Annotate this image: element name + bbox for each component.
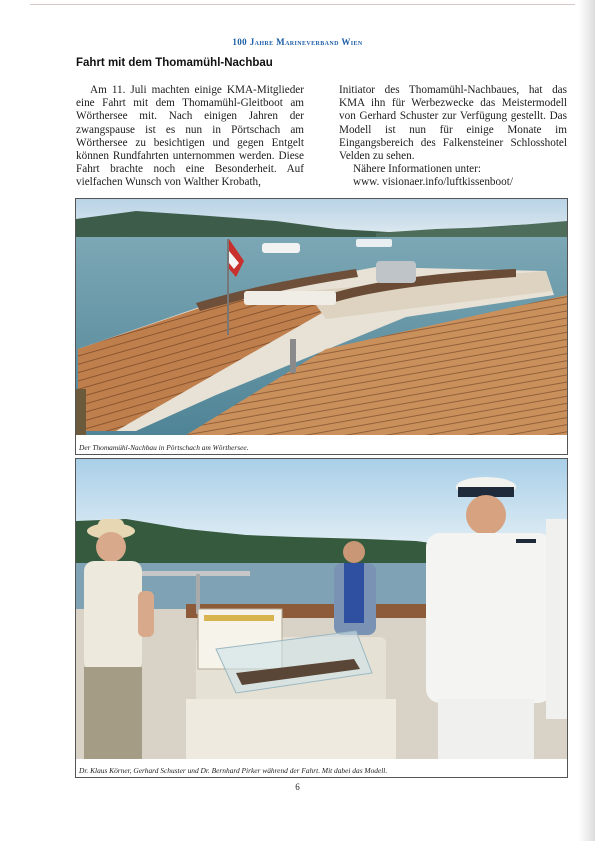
article-title: Fahrt mit dem Thomamühl-Nachbau	[76, 57, 273, 69]
more-info-label: Nähere Informationen unter:	[353, 163, 481, 176]
article-paragraph-1-continued: Initiator des Thomamühl-Nachbaues, hat das KMA ihn für Werbezwecke das Meistermodell von Gerhard Schuster zur Verfügung gestellt. Das Modell ist nun für einige Monate im Eingangsbereich des Falkensteiner Schlosshotel Velden zu sehen.	[339, 84, 567, 163]
article-paragraph-1: Am 11. Juli machten einige KMA-Mitglieder eine Fahrt mit dem Thomamühl-Gleitboot am Wörthersee mit. Nach einigen Jahren der zwangspause ist es nun in Pörtschach am Wörthersee zu besichtigen und gegen Entgelt können Rundfahrten unternommen werden. Diese Fahrt brachte noch eine Besonderheit. Auf vielfachen Wunsch von Walther Krobath,	[76, 84, 304, 189]
photo-boat	[75, 198, 568, 455]
photo-people-with-model	[75, 458, 568, 778]
article-column-left	[76, 84, 304, 190]
photo-caption: Dr. Klaus Körner, Gerhard Schuster und Dr. Bernhard Pirker während der Fahrt. Mit dabei das Modell.	[79, 766, 388, 775]
photo-caption: Der Thomamühl-Nachbau in Pörtschach am Wörthersee.	[79, 443, 249, 452]
top-rule	[30, 4, 575, 5]
page-edge-shadow	[578, 0, 595, 841]
boat-photo-image	[76, 199, 567, 435]
people-photo-image	[76, 459, 567, 759]
article-column-right	[339, 84, 567, 190]
running-head: 100 Jahre Marineverband Wien	[232, 37, 363, 47]
website-link[interactable]: www. visionaer.info/luftkissenboot/	[353, 176, 513, 189]
page-number: 6	[295, 782, 300, 792]
